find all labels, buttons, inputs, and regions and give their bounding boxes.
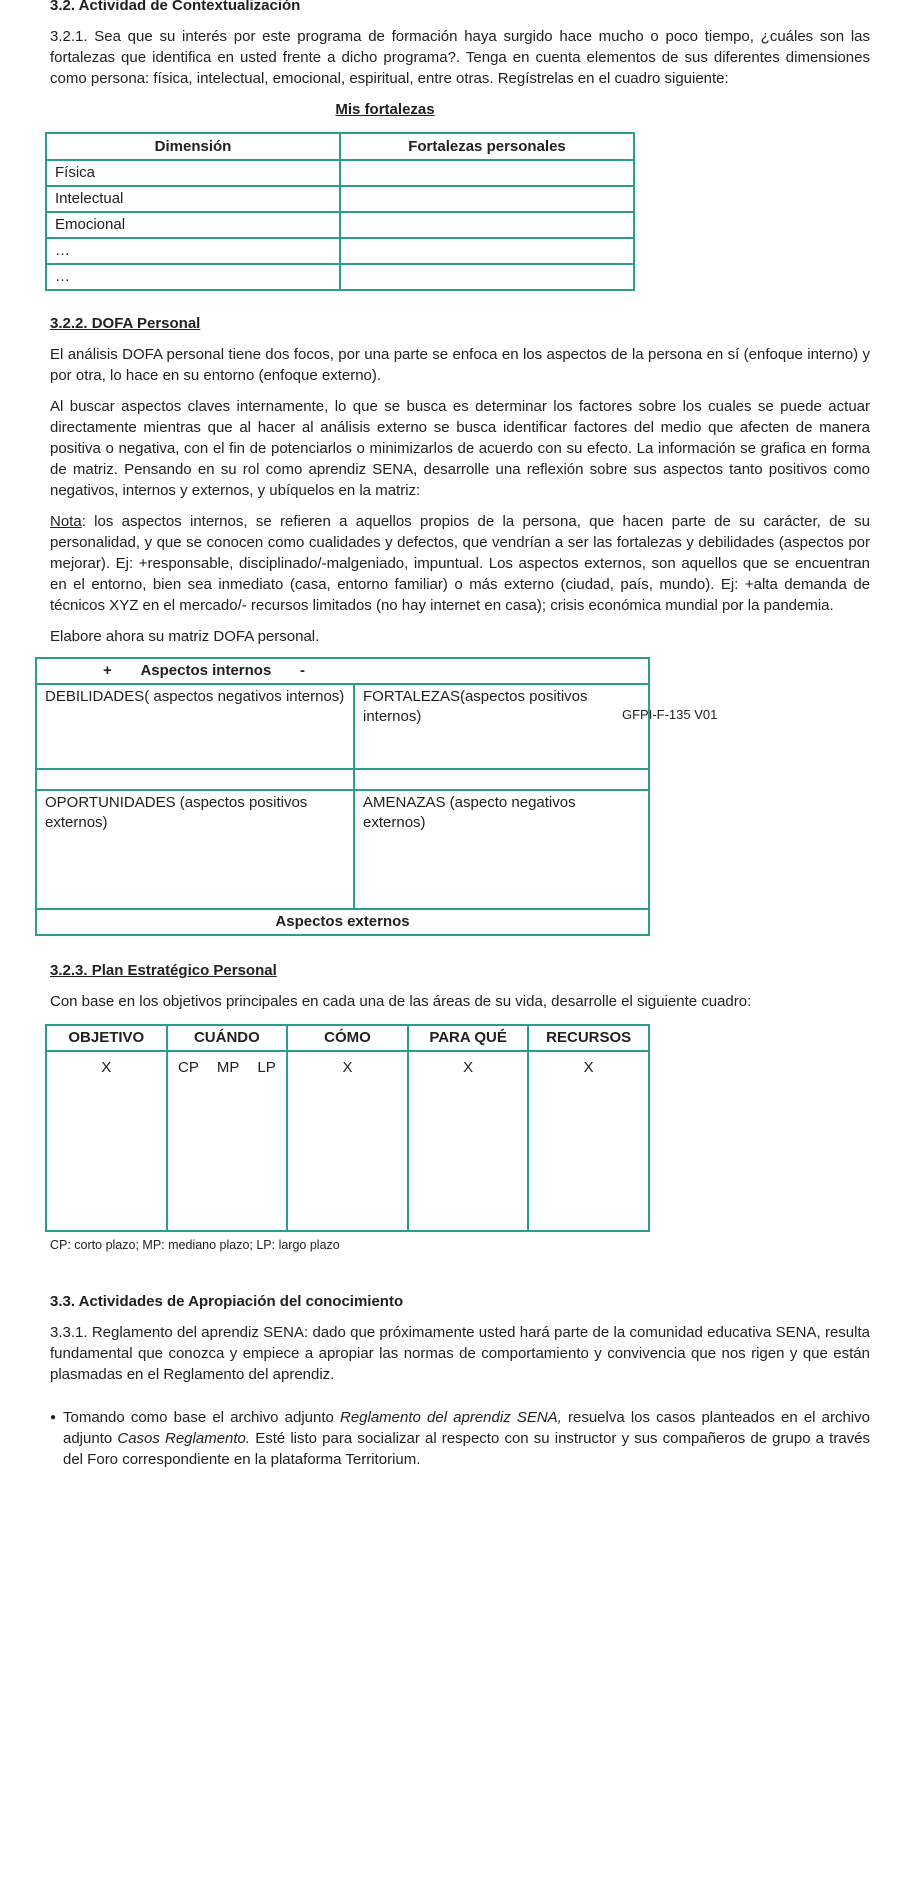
dofa-top-row: [36, 658, 649, 684]
fortalezas-row-fisica: [46, 160, 634, 186]
dofa-cell-amenazas[interactable]: [354, 790, 649, 909]
plan-cell-recursos[interactable]: X: [528, 1051, 649, 1231]
dofa-aspectos-internos-label: Aspectos internos: [140, 662, 272, 679]
dofa-aspectos-externos-label: Aspectos externos: [36, 909, 649, 935]
dofa-empty-cell-left[interactable]: [36, 769, 354, 790]
bullet-italic-1: Reglamento del aprendiz SENA,: [339, 1409, 562, 1426]
fortalezas-title-text: Mis fortalezas: [335, 101, 435, 118]
plan-option-mp[interactable]: MP: [216, 1059, 240, 1076]
plan-header-paraque: PARA QUÉ: [408, 1025, 529, 1051]
dofa-bottom-row: [36, 909, 649, 935]
dofa-nota-paragraph: [50, 511, 870, 616]
form-code-footer: GFPI-F-135 V01: [622, 707, 718, 722]
nota-label: Nota: [50, 513, 82, 530]
plan-header-recursos: RECURSOS: [528, 1025, 649, 1051]
dofa-paragraph-3: Elabore ahora su matriz DOFA personal.: [50, 628, 320, 645]
dofa-matrix-wrapper: [35, 657, 718, 936]
fortalezas-row-extra-2: [46, 264, 634, 290]
plan-cell-como[interactable]: X: [287, 1051, 408, 1231]
plan-header-row: [46, 1025, 649, 1051]
dofa-matrix-table: [35, 657, 650, 936]
plan-intro-paragraph: Con base en los objetivos principales en cada una de las áreas de su vida, desarrolle el siguiente cuadro:: [50, 993, 752, 1010]
fortalezas-row-intelectual: [46, 186, 634, 212]
nota-text: : los aspectos internos, se refieren a aquellos propios de la persona, que hacen parte de su carácter, de su personalidad, y que se conocen como cualidades y defectos, que vendrían a ser las fortalezas y debilidades (aspectos por mejorar). Ej: +responsable, disciplinado/-malgeniado, impuntual. Los aspectos externos, son aquellos que se encuentran en el entorno, bien sea inmediato (casa, entorno familiar) o más externo (ciudad, país, mundo). Ej: +alta demanda de técnicos XYZ en el mercado/- recursos limitados (no hay internet en casa); crisis económica mundial por la pandemia.: [50, 513, 870, 614]
plan-header-como: CÓMO: [287, 1025, 408, 1051]
dofa-oportunidades-label: OPORTUNIDADES (aspectos positivos externos): [45, 794, 308, 831]
fortalezas-cell-emocional: Emocional: [46, 212, 340, 238]
fortalezas-title: [45, 99, 725, 120]
fortalezas-cell-fisica: Física: [46, 160, 340, 186]
dofa-plus-sign: +: [103, 662, 112, 679]
fortalezas-input-cell-2[interactable]: [340, 186, 634, 212]
dofa-minus-sign: -: [299, 662, 305, 679]
dofa-empty-cell-right[interactable]: [354, 769, 649, 790]
bullet-paragraph: [63, 1407, 870, 1470]
paragraph-3-2-1: 3.2.1. Sea que su interés por este programa de formación haya surgido hace mucho o poco tiempo, ¿cuáles son las fortalezas que identifica en usted frente a dicho programa?. Tenga en cuenta elementos de sus diferentes dimensiones como persona: física, intelectual, emocional, espiritual, entre otras. Regístrelas en el cuadro siguiente:: [50, 28, 870, 87]
plan-header-objetivo: OBJETIVO: [46, 1025, 167, 1051]
plan-option-cp[interactable]: CP: [178, 1059, 199, 1076]
bullet-icon: ●: [50, 1412, 57, 1423]
plan-cuando-options: [176, 1058, 279, 1078]
dofa-row-oportunidades-amenazas: [36, 790, 649, 909]
dofa-cell-fortalezas[interactable]: [354, 684, 649, 769]
dofa-empty-row: [36, 769, 649, 790]
bullet-text-2: resuelva los casos planteados en el archivo adjunto: [63, 1409, 870, 1447]
section-heading-3-3: 3.3. Actividades de Apropiación del conocimiento: [50, 1293, 404, 1310]
plan-cell-objetivo[interactable]: X: [46, 1051, 167, 1231]
dofa-row-debilidades-fortalezas: [36, 684, 649, 769]
fortalezas-input-cell-5[interactable]: [340, 264, 634, 290]
bullet-italic-2: Casos Reglamento.: [117, 1430, 251, 1447]
fortalezas-cell-extra-2[interactable]: …: [46, 264, 340, 290]
fortalezas-input-cell-1[interactable]: [340, 160, 634, 186]
fortalezas-row-emocional: [46, 212, 634, 238]
section-heading-3-2-3: 3.2.3. Plan Estratégico Personal: [50, 962, 277, 979]
bullet-item: [50, 1407, 870, 1470]
fortalezas-header-personales: Fortalezas personales: [340, 133, 634, 160]
section-heading-3-2-2: 3.2.2. DOFA Personal: [50, 315, 201, 332]
fortalezas-input-cell-4[interactable]: [340, 238, 634, 264]
fortalezas-cell-extra-1[interactable]: …: [46, 238, 340, 264]
fortalezas-header-dimension: Dimensión: [46, 133, 340, 160]
plan-header-cuando: CUÁNDO: [167, 1025, 288, 1051]
fortalezas-row-extra-1: [46, 238, 634, 264]
section-heading-3-2: 3.2. Actividad de Contextualización: [50, 0, 301, 14]
dofa-amenazas-label: AMENAZAS (aspecto negativos externos): [363, 794, 576, 831]
plan-body-row: [46, 1051, 649, 1231]
fortalezas-table: [45, 132, 635, 291]
dofa-paragraph-1: El análisis DOFA personal tiene dos focos, por una parte se enfoca en los aspectos de la persona en sí (enfoque interno) y por otra, lo hace en su entorno (enfoque externo).: [50, 346, 870, 384]
plan-estrategico-table: [45, 1024, 650, 1232]
plan-cell-cuando[interactable]: [167, 1051, 288, 1231]
bullet-text-1: Tomando como base el archivo adjunto: [63, 1409, 340, 1426]
dofa-debilidades-label: DEBILIDADES( aspectos negativos internos): [45, 688, 345, 705]
dofa-fortalezas-label: FORTALEZAS(aspectos positivos internos): [363, 688, 588, 725]
dofa-top-cell: [36, 658, 649, 684]
dofa-paragraph-2: Al buscar aspectos claves internamente, lo que se busca es determinar los factores sobre los cuales se puede actuar directamente mientras que al hacer al análisis externo se busca identificar factores del medio que afecten de manera positiva o negativa, con el fin de potenciarlos o minimizarlos de acuerdo con su efecto. La información se grafica en forma de matriz. Pensando en su rol como aprendiz SENA, desarrolle una reflexión sobre sus aspectos tanto positivos como negativos, internos y externos, y ubíquelos en la matriz:: [50, 398, 870, 499]
plan-table-caption: CP: corto plazo; MP: mediano plazo; LP: largo plazo: [50, 1238, 340, 1252]
plan-cell-paraque[interactable]: X: [408, 1051, 529, 1231]
fortalezas-cell-intelectual: Intelectual: [46, 186, 340, 212]
plan-option-lp[interactable]: LP: [257, 1059, 276, 1076]
dofa-cell-oportunidades[interactable]: [36, 790, 354, 909]
dofa-cell-debilidades[interactable]: [36, 684, 354, 769]
paragraph-3-3-1: 3.3.1. Reglamento del aprendiz SENA: dado que próximamente usted hará parte de la comunidad educativa SENA, resulta fundamental que conozca y empiece a apropiar las normas de comportamiento y convivencia que nos rigen y que están plasmadas en el Reglamento del aprendiz.: [50, 1324, 870, 1383]
bullet-text-3: Esté listo para socializar al respecto con su instructor y sus compañeros de grupo a través del Foro correspondiente en la plataforma Territorium.: [63, 1430, 871, 1468]
fortalezas-input-cell-3[interactable]: [340, 212, 634, 238]
dofa-aspectos-internos-header: [45, 661, 363, 681]
fortalezas-header-row: [46, 133, 634, 160]
